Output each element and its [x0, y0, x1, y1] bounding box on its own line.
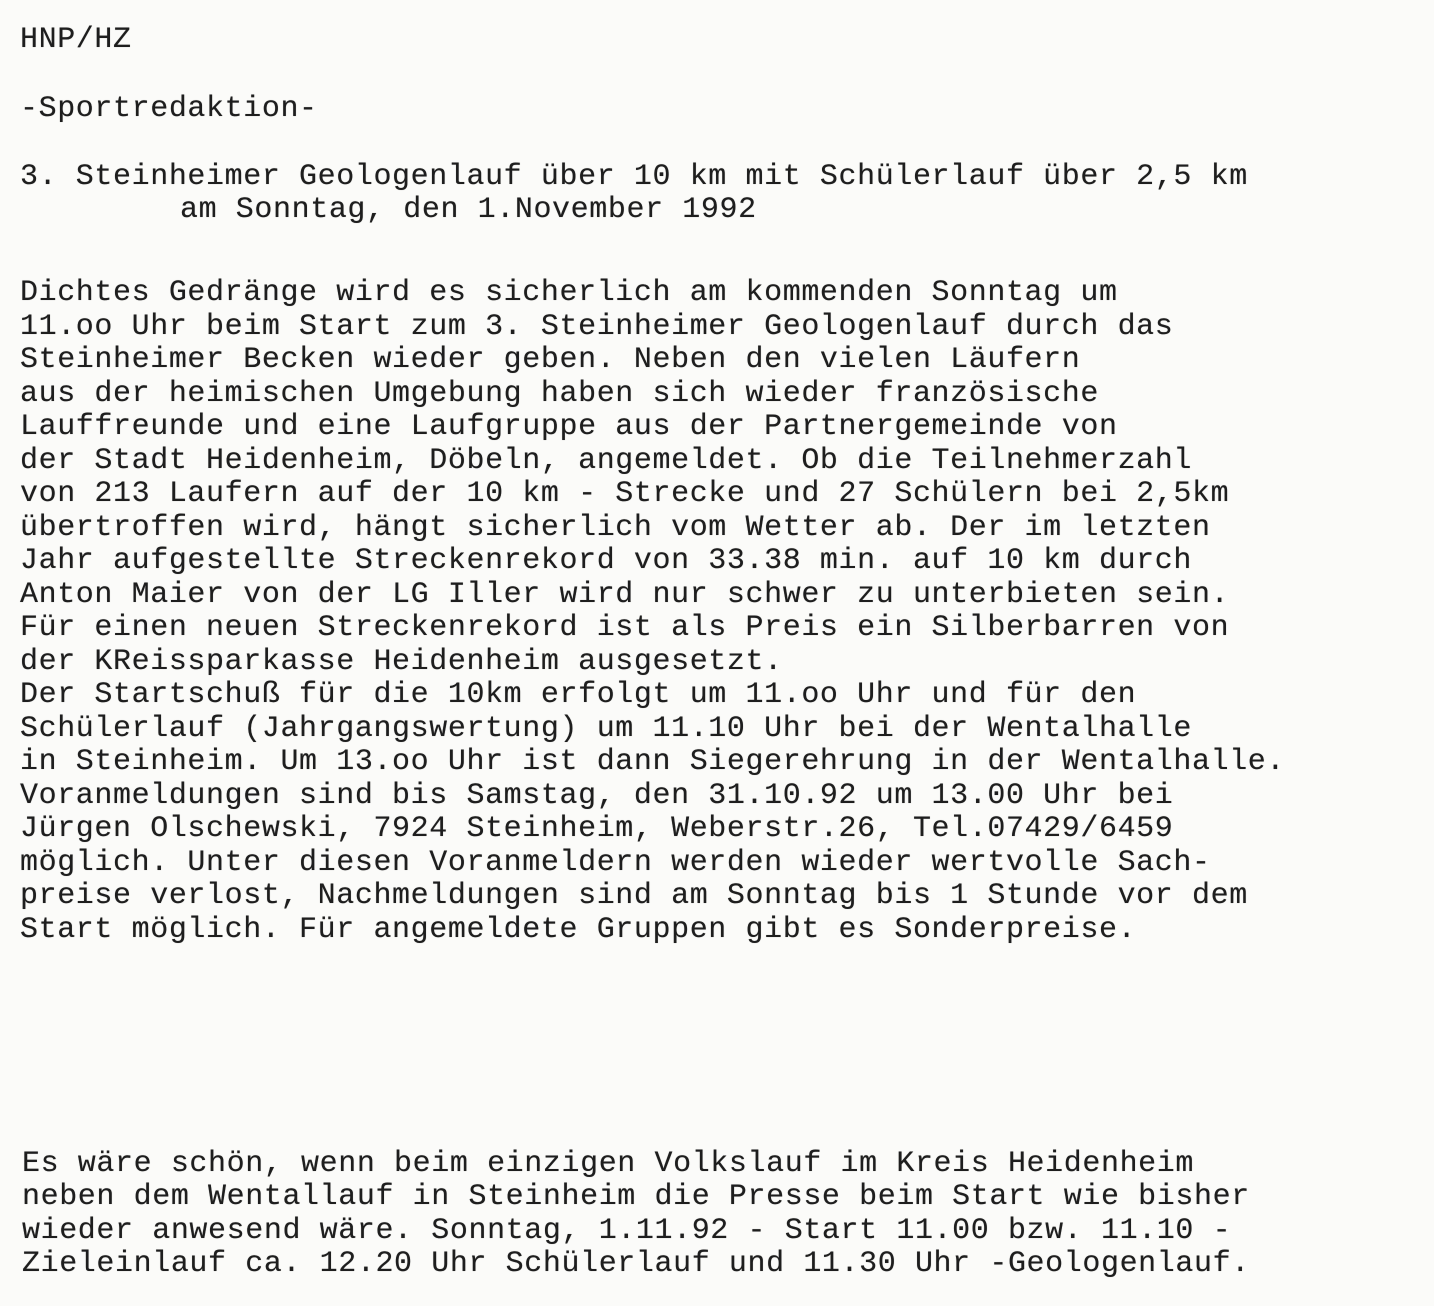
body-line-4: aus der heimischen Umgebung haben sich wieder französische — [20, 377, 1099, 411]
body-line-18: möglich. Unter diesen Voranmeldern werden wieder wertvolle Sach- — [20, 846, 1211, 880]
closing-line-1: Es wäre schön, wenn beim einzigen Volkslauf im Kreis Heidenheim — [22, 1147, 1194, 1181]
body-line-5: Lauffreunde und eine Laufgruppe aus der Partnergemeinde von — [20, 410, 1118, 444]
header-code: HNP/HZ — [20, 23, 132, 57]
body-line-10: Anton Maier von der LG Iller wird nur schwer zu unterbieten sein. — [20, 578, 1230, 612]
body-line-9: Jahr aufgestellte Streckenrekord von 33.38 min. auf 10 km durch — [20, 544, 1192, 578]
body-line-14: Schülerlauf (Jahrgangswertung) um 11.10 Uhr bei der Wentalhalle — [20, 712, 1192, 746]
body-line-7: von 213 Laufern auf der 10 km - Strecke und 27 Schülern bei 2,5km — [20, 477, 1230, 511]
body-line-1: Dichtes Gedränge wird es sicherlich am kommenden Sonntag um — [20, 276, 1118, 310]
closing-line-2: neben dem Wentallauf in Steinheim die Presse beim Start wie bisher — [22, 1180, 1250, 1214]
body-line-2: 11.oo Uhr beim Start zum 3. Steinheimer Geologenlauf durch das — [20, 310, 1174, 344]
body-line-12: der KReissparkasse Heidenheim ausgesetzt. — [20, 645, 783, 679]
body-line-6: der Stadt Heidenheim, Döbeln, angemeldet. Ob die Teilnehmerzahl — [20, 444, 1192, 478]
body-line-16: Voranmeldungen sind bis Samstag, den 31.10.92 um 13.00 Uhr bei — [20, 779, 1174, 813]
body-line-19: preise verlost, Nachmeldungen sind am Sonntag bis 1 Stunde vor dem — [20, 879, 1248, 913]
body-line-20: Start möglich. Für angemeldete Gruppen gibt es Sonderpreise. — [20, 913, 1137, 947]
department-line: -Sportredaktion- — [20, 92, 318, 126]
body-line-17: Jürgen Olschewski, 7924 Steinheim, Weberstr.26, Tel.07429/6459 — [20, 812, 1174, 846]
headline-line-2: am Sonntag, den 1.November 1992 — [180, 193, 757, 227]
body-line-8: übertroffen wird, hängt sicherlich vom Wetter ab. Der im letzten — [20, 511, 1211, 545]
body-line-11: Für einen neuen Streckenrekord ist als Preis ein Silberbarren von — [20, 611, 1230, 645]
body-line-15: in Steinheim. Um 13.oo Uhr ist dann Siegerehrung in der Wentalhalle. — [20, 745, 1285, 779]
body-line-13: Der Startschuß für die 10km erfolgt um 11.oo Uhr und für den — [20, 678, 1137, 712]
closing-line-3: wieder anwesend wäre. Sonntag, 1.11.92 - Start 11.00 bzw. 11.10 - — [22, 1214, 1232, 1248]
body-line-3: Steinheimer Becken wieder geben. Neben den vielen Läufern — [20, 343, 1081, 377]
closing-line-4: Zieleinlauf ca. 12.20 Uhr Schülerlauf und 11.30 Uhr -Geologenlauf. — [22, 1247, 1250, 1281]
headline-line-1: 3. Steinheimer Geologenlauf über 10 km mit Schülerlauf über 2,5 km — [20, 160, 1248, 194]
